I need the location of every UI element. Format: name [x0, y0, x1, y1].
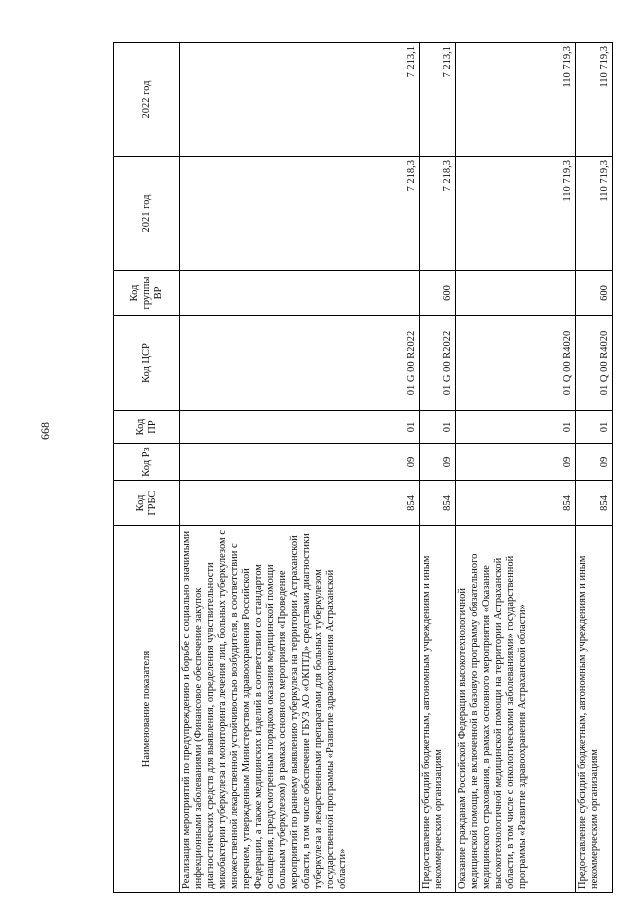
row-rz: 09	[456, 444, 576, 481]
header-rz: Код Рз	[114, 444, 180, 481]
row-name: Реализация мероприятий по предупреждению и борьбе с социально значимыми инфекционными заболеваниями (Финансовое обеспечение закупок диагностических средств для выявления, определения чувствительности микобактерии туберкулеза и мониторинга лечения лиц, больных туберкулезом с множественной лекарственной устойчивостью возбудителя, в соответствии с перечнем, утвержденным Министерством здравоохранения Российской Федерации, а также медицинских изделий в соответствии со стандартом оснащения, предусмотренным порядком оказания медицинской помощи больным туберкулезом) в рамках основного мероприятия «Проведение мероприятий по раннему выявлению туберкулеза на территории Астраханской области, в том числе обеспечение ГБУЗ АО «ОКПТД» средствами диагностики туберкулеза и лекарственными препаратами для больных туберкулезом государственной программы «Развитие здравоохранения Астраханской области»	[180, 526, 420, 893]
row-name: Оказание гражданам Российской Федерации высокотехнологичной медицинской помощи, не включенной в базовую программу обязательного медицинского страхования, в рамках основного мероприятия «Оказание высокотехнологичной медицинской помощи на территории Астраханской области, в том числе с онкологическими заболеваниями» государственной программы «Развитие здравоохранения Астраханской области»	[456, 526, 576, 893]
row-csr: 01 Q 00 R4020	[576, 316, 613, 411]
row-vr	[456, 271, 576, 316]
header-name: Наименование показателя	[114, 526, 180, 893]
row-name: Предоставление субсидий бюджетным, автономным учреждениям и иным некоммерческим организациям	[419, 526, 456, 893]
header-pr: Код ПР	[114, 411, 180, 444]
row-csr: 01 G 00 R2022	[180, 316, 420, 411]
row-grbs: 854	[419, 481, 456, 526]
row-name: Предоставление субсидий бюджетным, автономным учреждениям и иным некоммерческим организациям	[576, 526, 613, 893]
row-csr: 01 G 00 R2022	[419, 316, 456, 411]
row-rz: 09	[180, 444, 420, 481]
header-vr: Код группы ВР	[114, 271, 180, 316]
row-rz: 09	[419, 444, 456, 481]
page-number: 668	[38, 422, 52, 440]
row-2022: 110 719,3	[576, 43, 613, 157]
row-grbs: 854	[576, 481, 613, 526]
row-pr: 01	[419, 411, 456, 444]
row-csr: 01 Q 00 R4020	[456, 316, 576, 411]
row-grbs: 854	[456, 481, 576, 526]
row-vr: 600	[419, 271, 456, 316]
row-2021: 110 719,3	[456, 157, 576, 271]
rotated-table-wrapper	[113, 43, 613, 893]
row-vr: 600	[576, 271, 613, 316]
row-2022: 110 719,3	[456, 43, 576, 157]
row-2021: 7 218,3	[180, 157, 420, 271]
row-pr: 01	[576, 411, 613, 444]
budget-table	[113, 42, 613, 893]
row-2021: 7 218,3	[419, 157, 456, 271]
row-2022: 7 213,1	[419, 43, 456, 157]
row-pr: 01	[456, 411, 576, 444]
header-csr: Код ЦСР	[114, 316, 180, 411]
table-row	[576, 43, 613, 893]
row-vr	[180, 271, 420, 316]
table-row	[456, 43, 576, 893]
header-2021: 2021 год	[114, 157, 180, 271]
row-2021: 110 719,3	[576, 157, 613, 271]
table-header-row	[114, 43, 180, 893]
row-grbs: 854	[180, 481, 420, 526]
row-2022: 7 213,1	[180, 43, 420, 157]
table-row	[419, 43, 456, 893]
table-row	[180, 43, 420, 893]
row-rz: 09	[576, 444, 613, 481]
header-2022: 2022 год	[114, 43, 180, 157]
header-grbs: Код ГРБС	[114, 481, 180, 526]
row-pr: 01	[180, 411, 420, 444]
